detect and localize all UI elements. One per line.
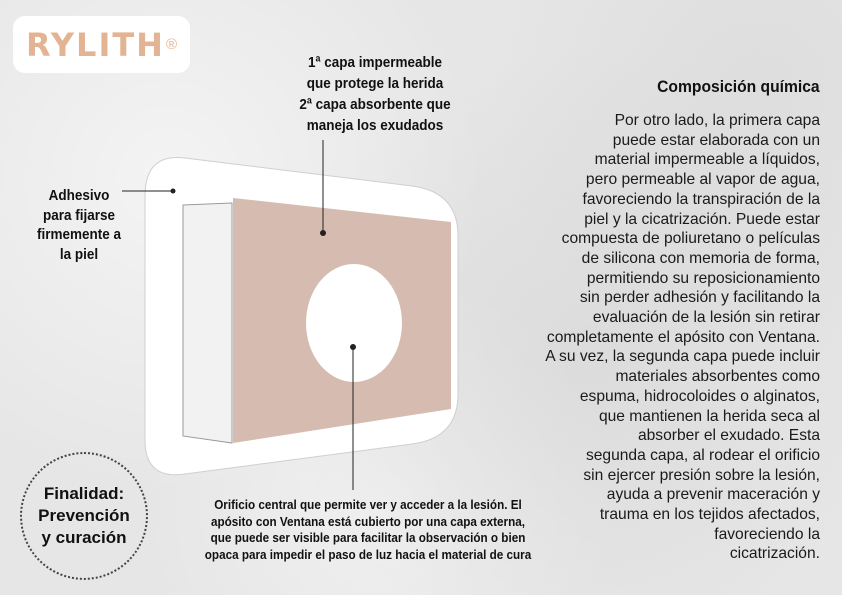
logo-text: RYLITH: [25, 25, 165, 64]
body-line: de silicona con memoria de forma,: [581, 249, 820, 267]
finalidad-line: Prevención: [38, 506, 130, 525]
layers-label-line: que protege la herida: [306, 75, 444, 92]
finalidad-line: Finalidad:: [43, 484, 125, 503]
body-line: que mantienen la herida seca al: [598, 407, 820, 425]
finalidad-badge: [20, 452, 148, 580]
body-line: trauma en los tejidos afectados,: [599, 506, 820, 524]
body-line: sin ejercer presión sobre la lesión,: [583, 466, 820, 484]
body-line: puede estar elaborada con un: [612, 131, 820, 149]
impermeable-layer: [183, 203, 232, 443]
adhesive-label-line: la piel: [59, 245, 99, 263]
body-line: favoreciendo la: [714, 525, 820, 543]
adhesive-label-line: para fijarse: [42, 206, 116, 224]
composition-body: [500, 111, 820, 564]
layers-label-line: 2ª capa absorbente que: [299, 96, 451, 113]
registered-mark: ®: [165, 36, 178, 53]
adhesive-label-line: firmemente a: [36, 226, 122, 243]
leader-dot-top: [320, 230, 326, 236]
leader-dot-center: [350, 344, 356, 350]
adhesive-label: [26, 186, 132, 264]
leader-dot-left: [171, 189, 176, 194]
body-line: Por otro lado, la primera capa: [614, 112, 820, 129]
layers-label-line: 1ª capa impermeable: [307, 54, 443, 71]
layers-label-line: maneja los exudados: [306, 117, 444, 134]
body-line: segunda capa, al rodear el orificio: [585, 446, 820, 464]
body-line: piel y la cicatrización. Puede estar: [584, 210, 820, 228]
orifice-label-line: opaca para impedir el paso de luz hacia el material de cura: [204, 546, 532, 562]
body-line: evaluación de la lesión sin retirar: [592, 309, 820, 327]
layers-label: [267, 52, 483, 136]
body-line: materiales absorbentes como: [615, 368, 820, 386]
body-line: favoreciendo la transpiración de la: [582, 190, 820, 208]
body-line: A su vez, la segunda capa puede incluir: [545, 348, 820, 366]
finalidad-line: y curación: [41, 528, 127, 547]
body-line: ayuda a prevenir maceración y: [606, 486, 820, 504]
body-line: absorber el exudado. Esta: [637, 427, 820, 445]
orifice-label-line: que puede ser visible para facilitar la observación o bien: [210, 530, 526, 545]
orifice-label-line: apósito con Ventana está cubierto por una capa externa,: [210, 513, 526, 529]
composition-heading: Composición química: [657, 77, 820, 96]
body-line: sin perder adhesión y facilitando la: [579, 289, 820, 307]
body-line: cicatrización.: [729, 545, 820, 563]
adhesive-label-line: Adhesivo: [48, 187, 110, 204]
body-line: permitiendo su reposicionamiento: [586, 269, 820, 287]
body-line: espuma, hidrocoloides o alginatos,: [579, 387, 820, 405]
body-line: completamente el apósito con Ventana.: [546, 328, 820, 346]
orifice-label-line: Orificio central que permite ver y acceder a la lesión. El: [214, 497, 522, 512]
orifice-label: [188, 497, 548, 563]
body-line: pero permeable al vapor de agua,: [585, 171, 820, 189]
body-line: material impermeable a líquidos,: [594, 151, 820, 169]
body-line: compuesta de poliuretano o películas: [561, 230, 820, 248]
